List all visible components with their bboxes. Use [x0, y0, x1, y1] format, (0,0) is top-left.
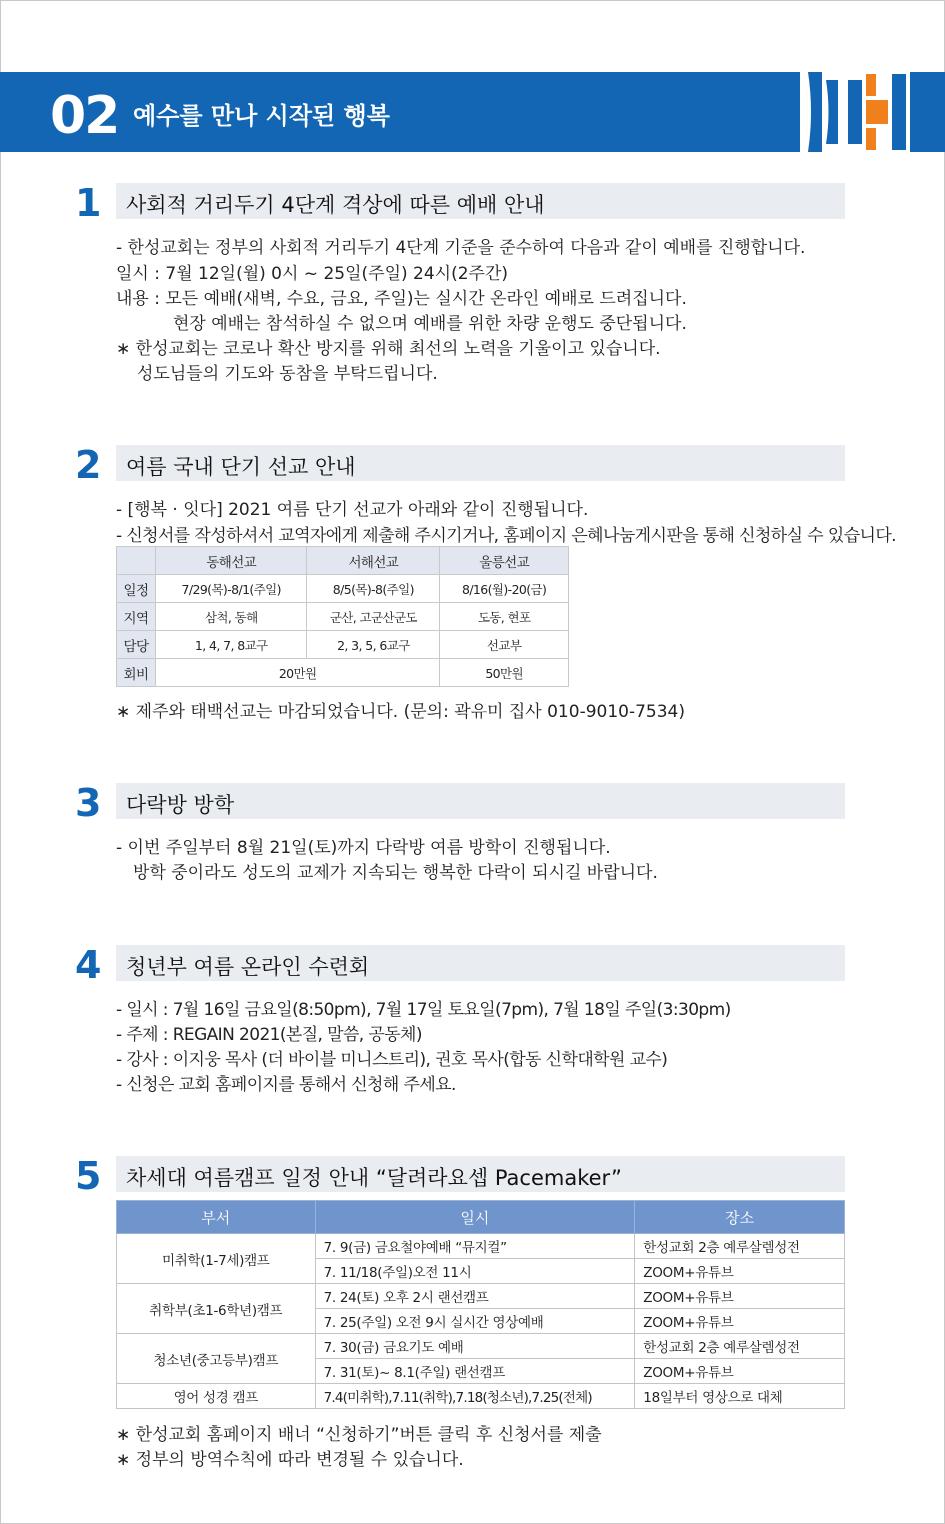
date-cell: 7. 30(금) 금요기도 예배 — [315, 1334, 635, 1359]
section-4-line: - 신청은 교회 홈페이지를 통해서 신청해 주세요. — [116, 1075, 456, 1095]
dept-cell: 미취학(1-7세)캠프 — [117, 1234, 316, 1284]
table-cell: 20만원 — [156, 659, 440, 687]
table-header-row — [117, 547, 569, 575]
table-row — [117, 1234, 845, 1259]
place-cell: ZOOM+유튜브 — [635, 1284, 845, 1309]
mission-table — [116, 546, 569, 687]
table-row — [117, 1284, 845, 1309]
place-cell: 한성교회 2층 예루살렘성전 — [635, 1234, 845, 1259]
header-title: 예수를 만나 시작된 행복 — [133, 102, 390, 130]
section-5-number: 5 — [75, 1154, 102, 1198]
section-1-number: 1 — [75, 181, 102, 225]
section-4-line: - 강사 : 이지웅 목사 (더 바이블 미니스트리), 권호 목사(합동 신학대학원 교수) — [116, 1050, 668, 1070]
section-4-title: 청년부 여름 온라인 수련회 — [126, 955, 370, 979]
section-3-number: 3 — [75, 781, 102, 825]
section-4-line: - 일시 : 7월 16일 금요일(8:50pm), 7월 17일 토요일(7pm), 7월 18일 주일(3:30pm) — [116, 1000, 731, 1020]
row-label: 회비 — [117, 659, 156, 687]
table-header-row — [117, 1201, 845, 1234]
row-label: 일정 — [117, 575, 156, 603]
table-cell: 도동, 현포 — [440, 603, 569, 631]
section-4-line: - 주제 : REGAIN 2021(본질, 말씀, 공동체) — [116, 1025, 422, 1045]
dept-cell: 취학부(초1-6학년)캠프 — [117, 1284, 316, 1334]
section-5-note: ∗ 정부의 방역수칙에 따라 변경될 수 있습니다. — [116, 1450, 464, 1470]
section-2-number: 2 — [75, 443, 102, 487]
place-cell: ZOOM+유튜브 — [635, 1259, 845, 1284]
table-cell: 50만원 — [440, 659, 569, 687]
section-3-title: 다락방 방학 — [126, 793, 235, 817]
table-corner-cell — [117, 547, 156, 575]
table-header-cell: 일시 — [315, 1201, 635, 1234]
date-cell: 7. 31(토)~ 8.1(주일) 랜선캠프 — [315, 1359, 635, 1384]
camp-schedule-table — [116, 1200, 845, 1409]
dept-cell: 영어 성경 캠프 — [117, 1384, 316, 1409]
table-cell: 군산, 고군산군도 — [307, 603, 440, 631]
section-2-note: ∗ 제주와 태백선교는 마감되었습니다. (문의: 곽유미 집사 010-9010-7534) — [116, 702, 685, 722]
section-5-note: ∗ 한성교회 홈페이지 배너 “신청하기”버튼 클릭 후 신청서를 제출 — [116, 1425, 602, 1445]
section-3-line: - 이번 주일부터 8월 21일(토)까지 다락방 여름 방학이 진행됩니다. — [116, 838, 611, 858]
header-number: 02 — [50, 86, 119, 146]
dept-cell: 청소년(중고등부)캠프 — [117, 1334, 316, 1384]
section-1-line: 성도님들의 기도와 동참을 부탁드립니다. — [137, 364, 438, 384]
table-header-cell: 부서 — [117, 1201, 316, 1234]
section-2-title: 여름 국내 단기 선교 안내 — [126, 455, 356, 479]
date-cell: 7. 25(주일) 오전 9시 실시간 영상예배 — [315, 1309, 635, 1334]
section-5-title: 차세대 여름캠프 일정 안내 “달려라요셉 Pacemaker” — [126, 1166, 622, 1190]
place-cell: 18일부터 영상으로 대체 — [635, 1384, 845, 1409]
row-label: 지역 — [117, 603, 156, 631]
table-cell: 7/29(목)-8/1(주일) — [156, 575, 307, 603]
place-cell: ZOOM+유튜브 — [635, 1359, 845, 1384]
church-logo — [800, 72, 910, 152]
table-row — [117, 1334, 845, 1359]
row-label: 담당 — [117, 631, 156, 659]
table-row — [117, 659, 569, 687]
date-cell: 7.4(미취학),7.11(취학),7.18(청소년),7.25(전체) — [315, 1384, 635, 1409]
section-3-line: 방학 중이라도 성도의 교제가 지속되는 행복한 다락이 되시길 바랍니다. — [133, 863, 658, 883]
date-cell: 7. 9(금) 금요철야예배 “뮤지컬” — [315, 1234, 635, 1259]
section-1-line: ∗ 한성교회는 코로나 확산 방지를 위해 최선의 노력을 기울이고 있습니다. — [116, 339, 661, 359]
table-row — [117, 575, 569, 603]
church-logo-icon — [800, 72, 910, 152]
section-1-line: 일시 : 7월 12일(월) 0시 ~ 25일(주일) 24시(2주간) — [116, 264, 508, 284]
table-row — [117, 603, 569, 631]
table-header-cell: 서해선교 — [307, 547, 440, 575]
table-row — [117, 631, 569, 659]
section-1-line: 내용 : 모든 예배(새벽, 수요, 금요, 주일)는 실시간 온라인 예배로 드려집니다. — [116, 289, 687, 309]
table-cell: 8/16(월)-20(금) — [440, 575, 569, 603]
place-cell: ZOOM+유튜브 — [635, 1309, 845, 1334]
section-2-line: - [행복 · 잇다] 2021 여름 단기 선교가 아래와 같이 진행됩니다. — [116, 500, 589, 520]
section-2-line: - 신청서를 작성하셔서 교역자에게 제출해 주시기거나, 홈페이지 은혜나눔게시판을 통해 신청하실 수 있습니다. — [116, 526, 896, 546]
table-cell: 8/5(목)-8(주일) — [307, 575, 440, 603]
table-cell: 2, 3, 5, 6교구 — [307, 631, 440, 659]
table-cell: 삼척, 동해 — [156, 603, 307, 631]
date-cell: 7. 24(토) 오후 2시 랜선캠프 — [315, 1284, 635, 1309]
table-header-cell: 동해선교 — [156, 547, 307, 575]
section-4-number: 4 — [75, 943, 102, 987]
table-cell: 1, 4, 7, 8교구 — [156, 631, 307, 659]
section-1-line: 현장 예배는 참석하실 수 없으며 예배를 위한 차량 운행도 중단됩니다. — [173, 314, 687, 334]
date-cell: 7. 11/18(주일)오전 11시 — [315, 1259, 635, 1284]
place-cell: 한성교회 2층 예루살렘성전 — [635, 1334, 845, 1359]
table-header-cell: 울릉선교 — [440, 547, 569, 575]
table-cell: 선교부 — [440, 631, 569, 659]
table-row — [117, 1384, 845, 1409]
table-header-cell: 장소 — [635, 1201, 845, 1234]
section-1-title: 사회적 거리두기 4단계 격상에 따른 예배 안내 — [126, 193, 545, 217]
section-1-line: - 한성교회는 정부의 사회적 거리두기 4단계 기준을 준수하여 다음과 같이 예배를 진행합니다. — [116, 238, 806, 258]
